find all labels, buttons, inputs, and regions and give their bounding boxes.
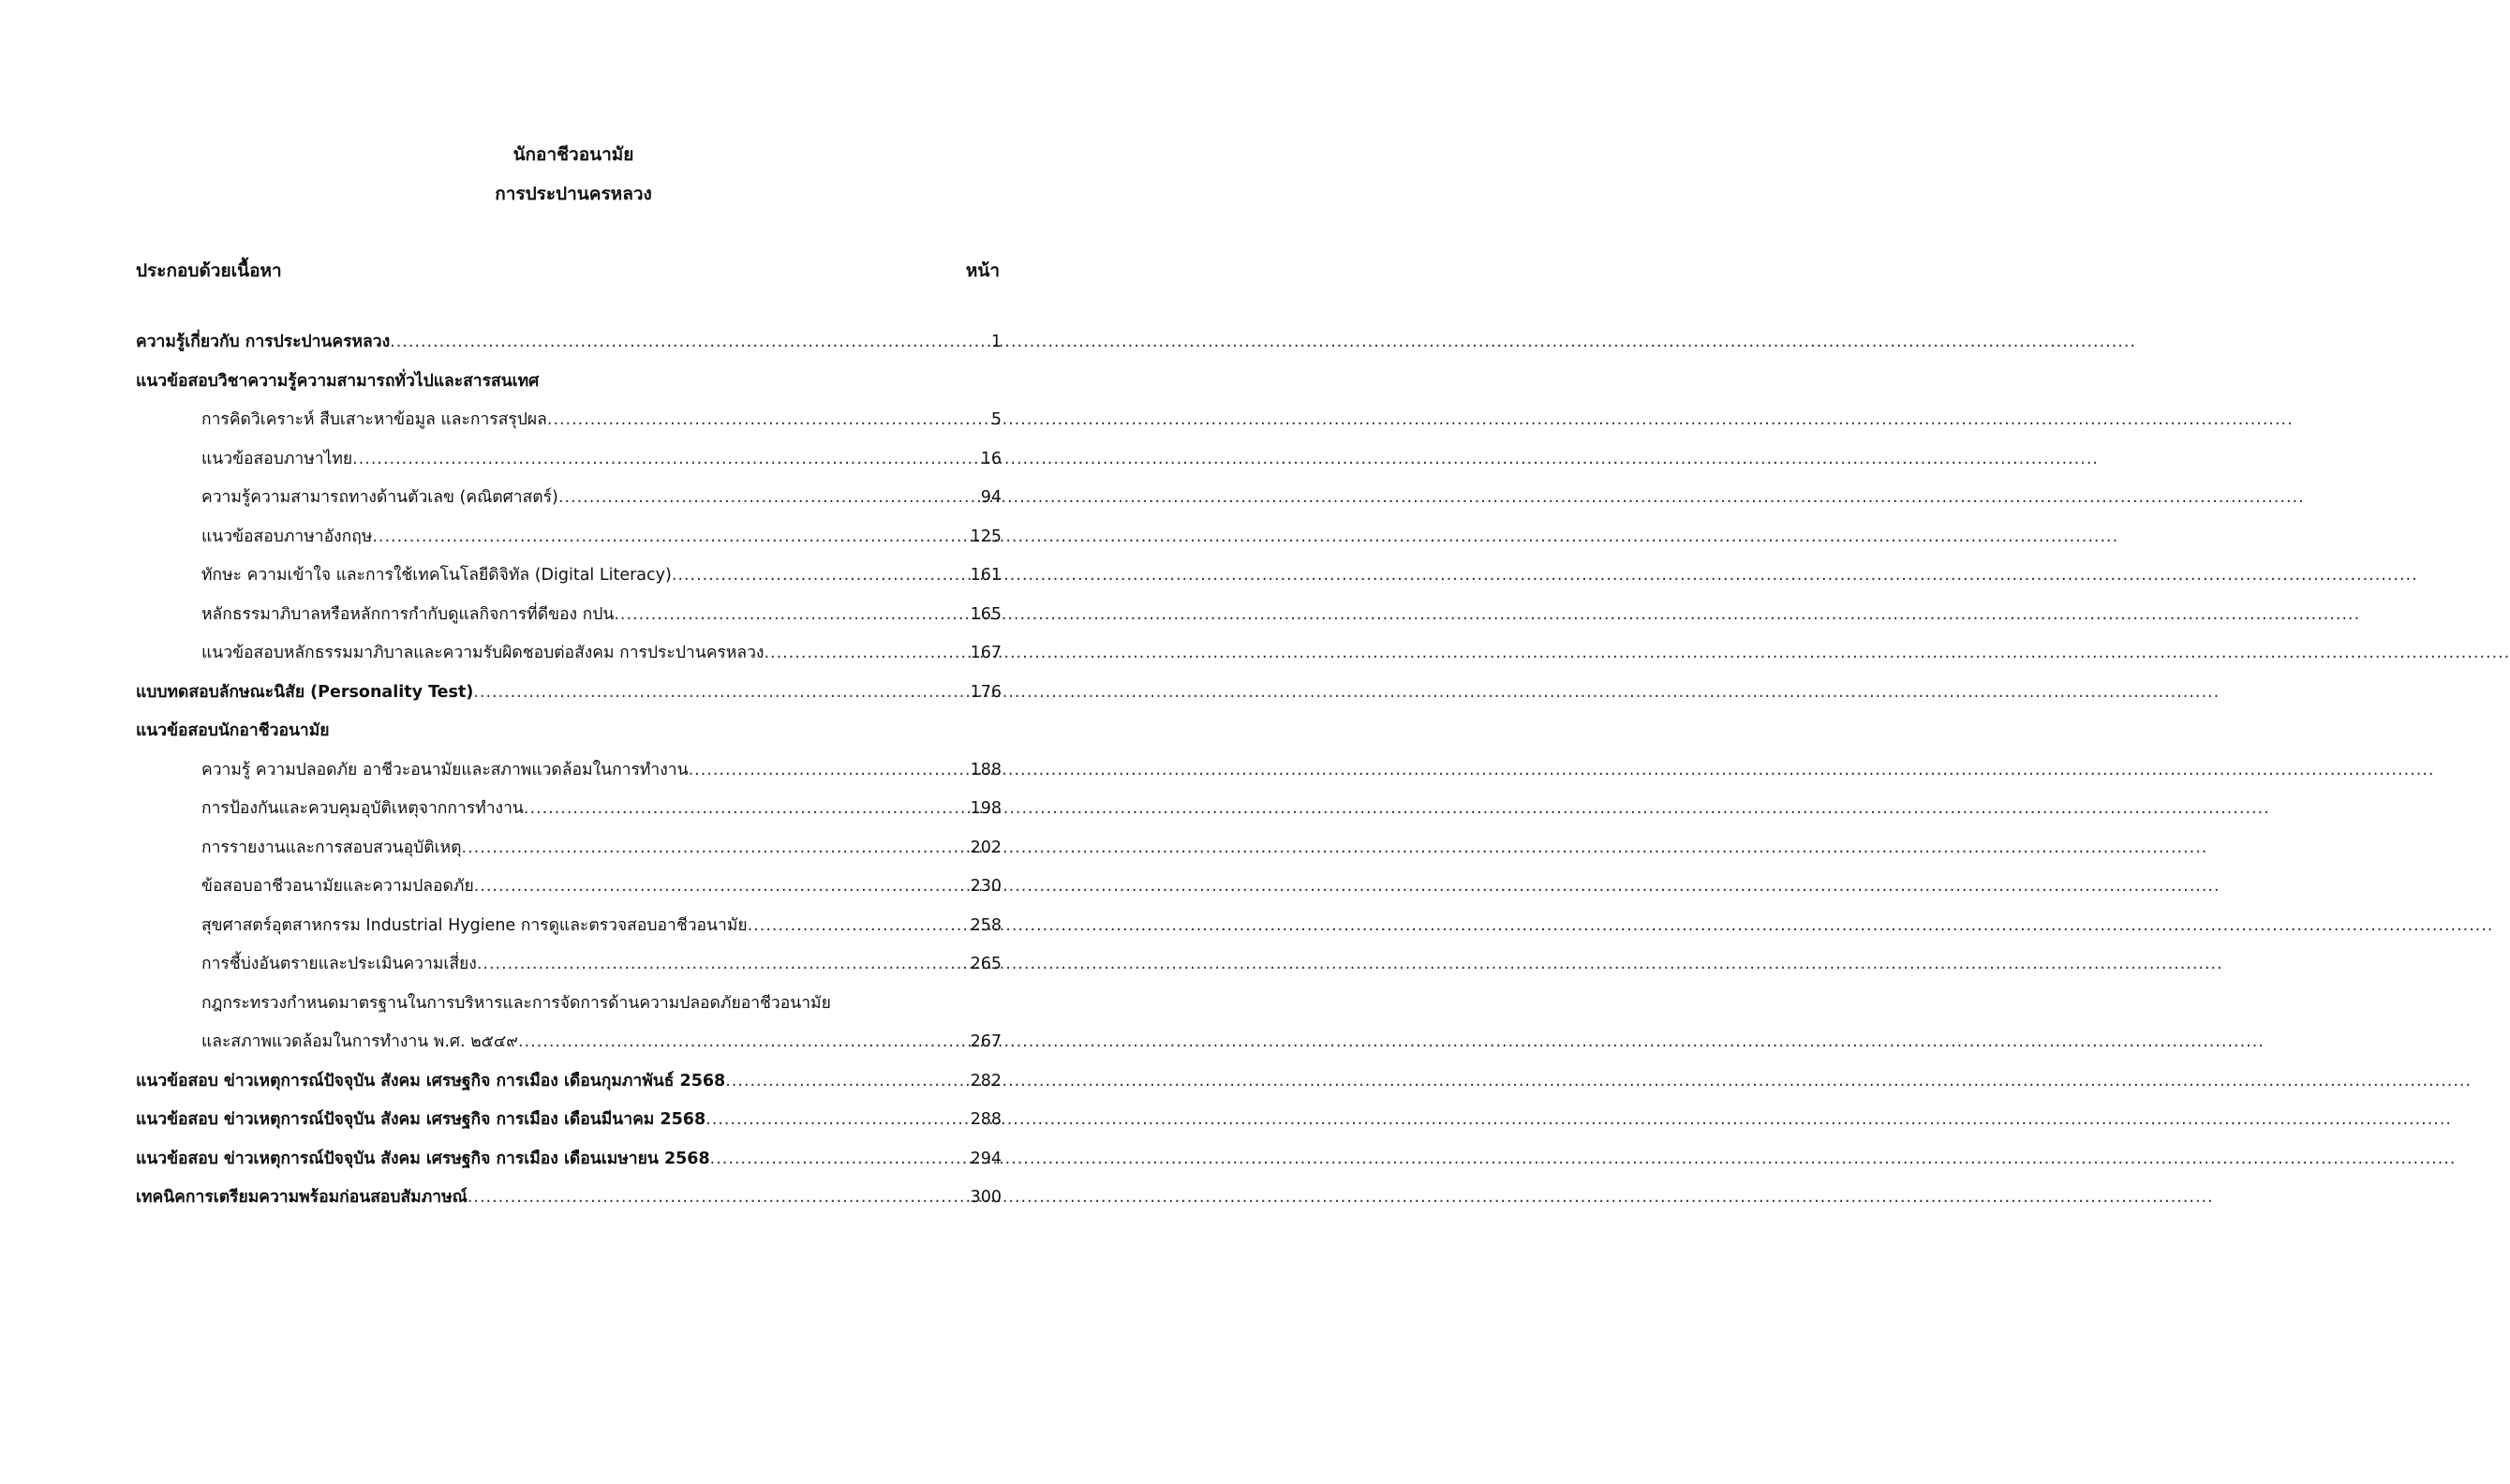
toc-entry (136, 601, 1002, 640)
toc-leader-dots (725, 1072, 968, 1091)
contents-heading: ประกอบด้วยเนื้อหา (136, 260, 282, 281)
toc-entry-label: การคิดวิเคราะห์ สืบเสาะหาข้อมูล และการสรุปผล (201, 410, 547, 429)
toc-entry (136, 1106, 1002, 1145)
toc-entry-page: 288 (970, 1110, 1002, 1129)
toc-entry-page: 230 (970, 877, 1002, 896)
toc-entry-page: 1 (990, 333, 1002, 351)
toc-leader-dots (372, 527, 968, 546)
toc-entry-page: 267 (970, 1032, 1002, 1051)
toc-entry-page: 294 (970, 1149, 1002, 1168)
toc-leader-dots (614, 605, 968, 624)
document-title: นักอาชีวอนามัย (512, 144, 634, 165)
toc-entry-label: สุขศาสตร์อุตสาหกรรม Industrial Hygiene การดูและตรวจสอบอาชีวอนามัย (201, 915, 748, 935)
toc-entry (136, 717, 1002, 756)
toc-entry-label: การชี้บ่งอันตรายและประเมินความเสี่ยง (201, 955, 477, 973)
toc-entry-label: แนวข้อสอบหลักธรรมมาภิบาลและความรับผิดชอบต่อสังคม การประปานครหลวง (201, 644, 765, 662)
toc-entry (136, 678, 1002, 718)
toc-leader-dots (352, 450, 979, 468)
table-of-contents (136, 328, 1002, 1223)
toc-leader-dots (477, 955, 969, 973)
toc-leader-dots (390, 333, 989, 351)
toc-entry-page: 265 (970, 955, 1002, 973)
toc-entry-label: แนวข้อสอบนักอาชีวอนามัย (136, 721, 330, 740)
toc-entry-label: หลักธรรมาภิบาลหรือหลักการกำกับดูแลกิจการที่ดีของ กปน (201, 604, 615, 624)
toc-leader-dots (748, 916, 969, 935)
toc-leader-dots (468, 1188, 969, 1207)
toc-entry-page: 282 (970, 1071, 1002, 1091)
toc-entry-label: ความรู้เกี่ยวกับ การประปานครหลวง (136, 333, 391, 351)
toc-entry-page: 188 (970, 760, 1002, 779)
toc-entry-label: แนวข้อสอบวิชาความรู้ความสามารถทั่วไปและสารสนเทศ (136, 371, 540, 391)
toc-entry-label: ความรู้ ความปลอดภัย อาชีวะอนามัยและสภาพแวดล้อมในการทำงาน (201, 760, 689, 779)
toc-entry-page: 198 (970, 799, 1002, 818)
toc-entry-page: 125 (970, 527, 1002, 546)
toc-entry (136, 639, 1002, 678)
toc-entry-page: 165 (970, 604, 1002, 624)
toc-entry-page: 5 (990, 410, 1002, 429)
toc-entry-label: แนวข้อสอบ ข่าวเหตุการณ์ปัจจุบัน สังคม เศรษฐกิจ การเมือง เดือนเมษายน 2568 (136, 1149, 710, 1168)
toc-entry-label: กฎกระทรวงกำหนดมาตรฐานในการบริหารและการจัดการด้านความปลอดภัยอาชีวอนามัย (201, 993, 831, 1013)
toc-entry (136, 872, 1002, 912)
toc-leader-dots (547, 410, 989, 429)
toc-entry (136, 1145, 1002, 1184)
toc-leader-dots (473, 683, 968, 702)
document-subtitle: การประปานครหลวง (495, 184, 652, 204)
toc-entry-label: แนวข้อสอบภาษาไทย (201, 449, 353, 468)
toc-entry-label: แนวข้อสอบภาษาอังกฤษ (201, 527, 373, 546)
toc-entry-label: การรายงานและการสอบสวนอุบัติเหตุ (201, 838, 462, 857)
toc-entry (136, 445, 1002, 484)
toc-entry (136, 328, 1002, 367)
toc-entry-label: แนวข้อสอบ ข่าวเหตุการณ์ปัจจุบัน สังคม เศรษฐกิจ การเมือง เดือนมีนาคม 2568 (136, 1110, 706, 1129)
toc-leader-dots (764, 644, 968, 662)
toc-entry (136, 367, 1002, 407)
toc-leader-dots (689, 761, 969, 779)
toc-entry-label: การป้องกันและควบคุมอุบัติเหตุจากการทำงาน (201, 799, 524, 818)
toc-leader-dots (705, 1110, 968, 1129)
toc-entry (136, 483, 1002, 523)
toc-leader-dots (518, 1032, 969, 1051)
toc-entry-page: 258 (970, 915, 1002, 935)
toc-entry (136, 989, 1002, 1029)
toc-entry (136, 523, 1002, 562)
toc-leader-dots (710, 1150, 969, 1168)
toc-leader-dots (462, 838, 969, 857)
toc-entry-label: ข้อสอบอาชีวอนามัยและความปลอดภัย (201, 877, 474, 896)
toc-leader-dots (558, 488, 979, 507)
toc-entry-label: เทคนิคการเตรียมความพร้อมก่อนสอบสัมภาษณ์ (136, 1188, 468, 1207)
toc-entry-page: 202 (970, 838, 1002, 857)
toc-entry (136, 1183, 1002, 1223)
toc-leader-dots (672, 566, 969, 585)
toc-entry (136, 950, 1002, 989)
toc-entry-label: และสภาพแวดล้อมในการทำงาน พ.ศ. ๒๕๔๙ (201, 1032, 518, 1051)
toc-entry-label: แบบทดสอบลักษณะนิสัย (Personality Test) (136, 682, 474, 702)
toc-entry-page: 176 (970, 682, 1002, 702)
toc-entry (136, 834, 1002, 873)
toc-entry (136, 912, 1002, 951)
toc-entry-label: ความรู้ความสามารถทางด้านตัวเลข (คณิตศาสตร์) (201, 488, 558, 507)
toc-leader-dots (474, 877, 969, 896)
toc-entry-page: 167 (970, 644, 1002, 662)
contents-header (136, 257, 1000, 285)
toc-entry-page: 300 (970, 1188, 1002, 1207)
toc-entry (136, 1067, 1002, 1106)
toc-entry (136, 756, 1002, 795)
toc-entry-page: 94 (980, 488, 1002, 507)
toc-entry (136, 561, 1002, 601)
toc-entry-page: 16 (980, 449, 1002, 468)
toc-entry (136, 1028, 1002, 1067)
toc-entry (136, 406, 1002, 445)
toc-entry-page: 161 (970, 566, 1002, 585)
toc-leader-dots (524, 799, 969, 818)
toc-entry-label: แนวข้อสอบ ข่าวเหตุการณ์ปัจจุบัน สังคม เศรษฐกิจ การเมือง เดือนกุมภาพันธ์ 2568 (136, 1071, 726, 1091)
toc-entry-label: ทักษะ ความเข้าใจ และการใช้เทคโนโลยีดิจิทัล (Digital Literacy) (201, 566, 672, 585)
document-page (0, 0, 1147, 1484)
page-heading: หน้า (965, 260, 1000, 281)
toc-entry (136, 794, 1002, 834)
